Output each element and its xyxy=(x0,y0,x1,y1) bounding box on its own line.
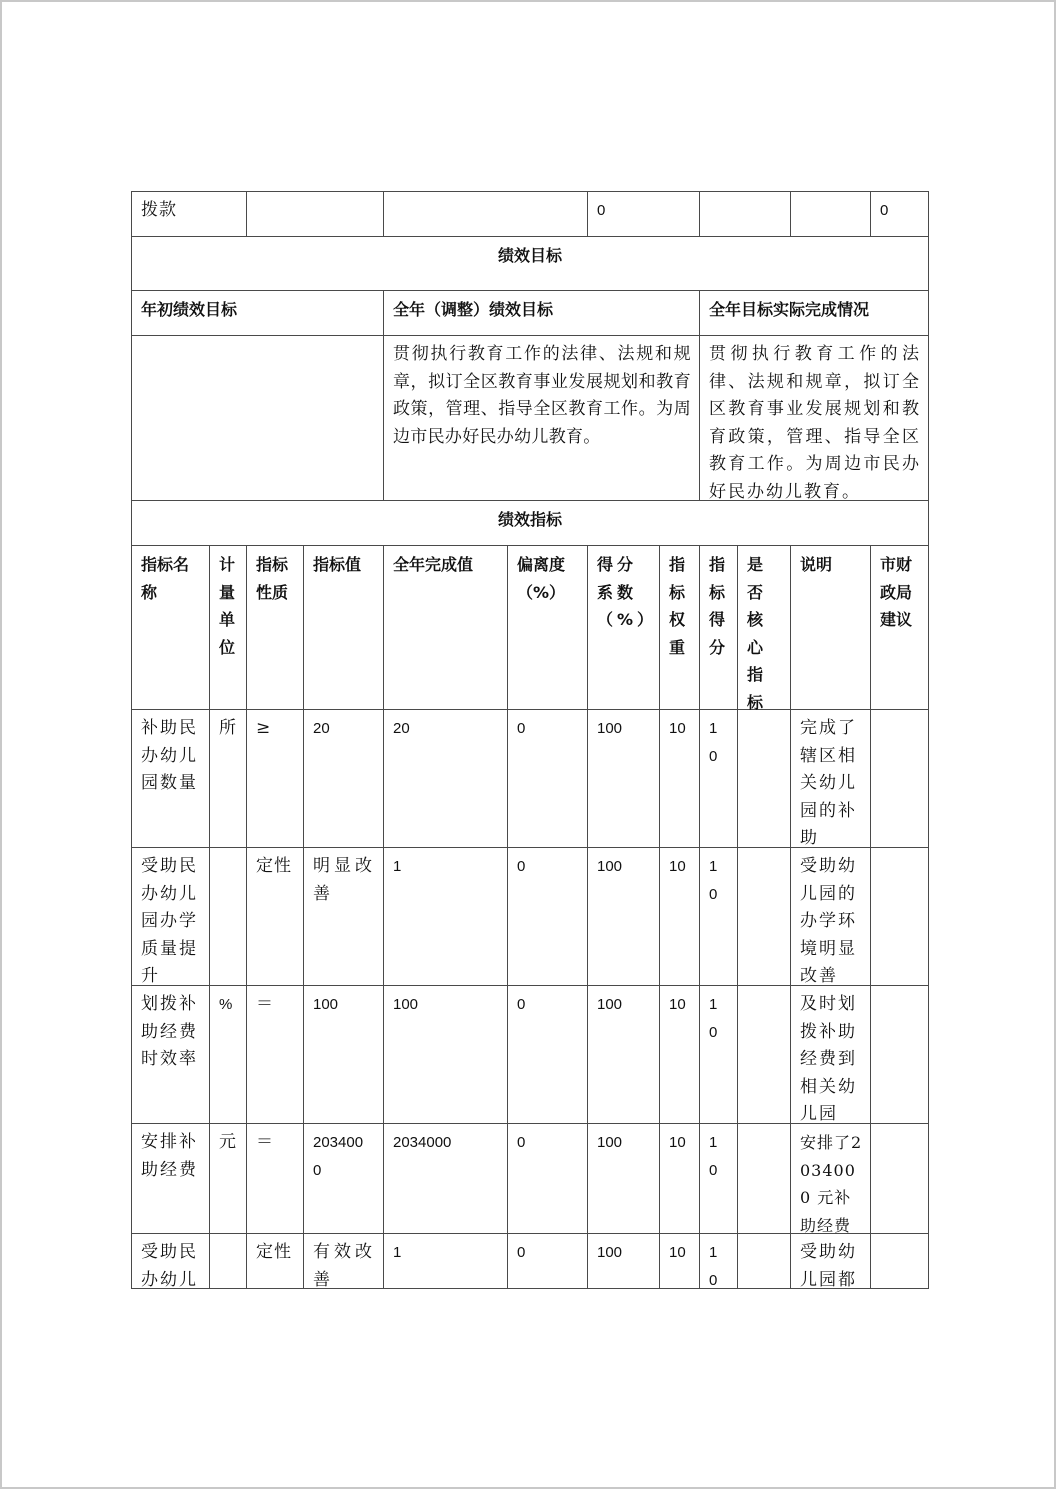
indicator-deviation: 0 xyxy=(517,996,526,1013)
indicator-finance-suggestion xyxy=(870,985,928,991)
actual-completion-text: 贯彻执行教育工作的法律、法规和规章，拟订全区教育事业发展规划和教育政策，管理、指导全区教育工作。为周边市民办好民办幼儿教育。 xyxy=(709,344,921,502)
indicator-weight: 10 xyxy=(669,858,686,875)
indicator-weight: 10 xyxy=(669,996,686,1013)
header-adjusted-goal: 全年（调整）绩效目标 xyxy=(393,300,554,319)
indicator-score: 10 xyxy=(709,858,718,903)
initial-goal-text xyxy=(131,335,383,341)
top-row-label: 拨款 xyxy=(141,200,177,220)
indicator-weight: 10 xyxy=(669,1244,686,1261)
indicator-unit: 所 xyxy=(219,718,237,738)
indicator-deviation: 0 xyxy=(517,720,526,737)
indicator-nature: 定性 xyxy=(256,856,292,876)
indicator-target-value: 20 xyxy=(313,720,330,737)
indicator-target-value: 明显改善 xyxy=(313,856,376,904)
indicator-name: 受助民办幼儿 xyxy=(141,1242,198,1290)
indicator-description: 完成了辖区相关幼儿园的补助 xyxy=(800,718,857,848)
top-row-value-1: 0 xyxy=(597,202,606,219)
indicator-finance-suggestion xyxy=(870,1233,928,1239)
goals-section-title: 绩效目标 xyxy=(497,246,562,265)
header-actual-completion: 全年目标实际完成情况 xyxy=(709,300,870,319)
indicator-annual-completion: 20 xyxy=(393,720,410,737)
top-row-value-2: 0 xyxy=(880,202,889,219)
indicator-name: 受助民办幼儿园办学质量提升 xyxy=(141,856,198,986)
indicator-deviation: 0 xyxy=(517,858,526,875)
indicator-annual-completion: 1 xyxy=(393,1244,402,1261)
col-header-annual-completion: 全年完成值 xyxy=(393,555,474,574)
indicator-description: 安排了2034000 元补助经费 xyxy=(800,1133,863,1235)
adjusted-goal-text: 贯彻执行教育工作的法律、法规和规章，拟订全区教育事业发展规划和教育政策，管理、指导全区教育工作。为周边市民办好民办幼儿教育。 xyxy=(393,344,691,447)
indicator-score: 10 xyxy=(709,996,718,1041)
col-header-unit: 计量单位 xyxy=(219,555,236,657)
indicator-is-core xyxy=(737,709,790,715)
indicator-score-coefficient: 100 xyxy=(597,1244,623,1261)
indicator-name: 补助民办幼儿园数量 xyxy=(141,718,198,793)
indicator-is-core xyxy=(737,847,790,853)
indicator-name: 划拨补助经费时效率 xyxy=(141,994,198,1069)
indicator-name: 安排补助经费 xyxy=(141,1132,198,1180)
indicator-is-core xyxy=(737,1123,790,1129)
indicator-annual-completion: 2034000 xyxy=(393,1134,452,1151)
indicator-annual-completion: 100 xyxy=(393,996,419,1013)
col-header-deviation: 偏离度（%） xyxy=(517,555,566,602)
indicator-deviation: 0 xyxy=(517,1244,526,1261)
indicator-weight: 10 xyxy=(669,1134,686,1151)
indicator-nature: ≥ xyxy=(256,718,272,738)
indicator-unit: % xyxy=(219,996,233,1013)
col-header-name: 指标名称 xyxy=(141,555,190,602)
indicator-score: 10 xyxy=(709,1244,718,1289)
indicator-nature: 定性 xyxy=(256,1242,292,1262)
indicator-annual-completion: 1 xyxy=(393,858,402,875)
indicator-weight: 10 xyxy=(669,720,686,737)
indicator-deviation: 0 xyxy=(517,1134,526,1151)
indicator-nature: ＝ xyxy=(256,994,274,1014)
header-initial-goal: 年初绩效目标 xyxy=(141,300,238,319)
indicator-finance-suggestion xyxy=(870,1123,928,1129)
indicator-unit xyxy=(209,1233,246,1239)
col-header-nature: 指标性质 xyxy=(256,555,289,602)
indicator-description: 及时划拨补助经费到相关幼儿园 xyxy=(800,994,857,1124)
indicator-score-coefficient: 100 xyxy=(597,720,623,737)
col-header-score-coefficient: 得分系数（%） xyxy=(597,555,658,629)
col-header-target-value: 指标值 xyxy=(313,555,362,574)
indicators-section-title: 绩效指标 xyxy=(497,510,562,529)
indicator-is-core xyxy=(737,1233,790,1239)
col-header-indicator-score: 指标得分 xyxy=(709,555,726,657)
indicator-description: 受助幼儿园都 xyxy=(800,1242,857,1290)
indicator-finance-suggestion xyxy=(870,847,928,853)
indicator-score-coefficient: 100 xyxy=(597,858,623,875)
indicator-score-coefficient: 100 xyxy=(597,996,623,1013)
col-header-finance-suggestion: 市财政局建议 xyxy=(880,555,913,629)
indicator-nature: ＝ xyxy=(256,1132,274,1152)
col-header-description: 说明 xyxy=(800,555,833,574)
indicator-target-value: 有效改善 xyxy=(313,1242,376,1290)
performance-table xyxy=(131,191,929,1289)
col-header-weight: 指标权重 xyxy=(669,555,686,657)
indicator-unit xyxy=(209,847,246,853)
indicator-score: 10 xyxy=(709,1134,718,1179)
indicator-target-value: 100 xyxy=(313,996,339,1013)
indicator-score-coefficient: 100 xyxy=(597,1134,623,1151)
col-header-is-core: 是否核心指标 xyxy=(747,555,764,712)
indicator-unit: 元 xyxy=(219,1132,237,1152)
indicator-is-core xyxy=(737,985,790,991)
indicator-description: 受助幼儿园的办学环境明显改善 xyxy=(800,856,857,986)
indicator-target-value: 2034000 xyxy=(313,1134,364,1179)
indicator-score: 10 xyxy=(709,720,718,765)
indicator-finance-suggestion xyxy=(870,709,928,715)
